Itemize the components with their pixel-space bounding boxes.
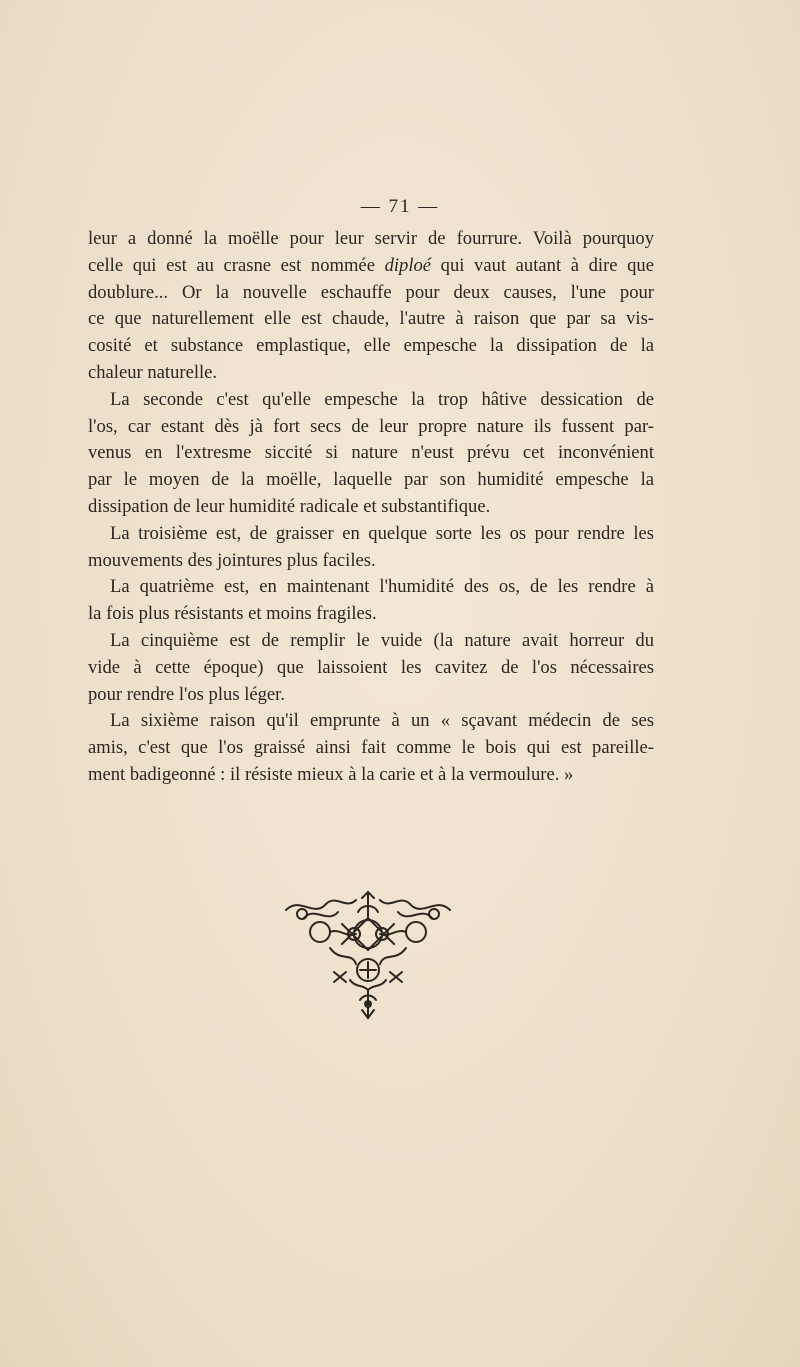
paragraph-4: [88, 574, 654, 628]
text-line: amis, c'est que l'os graissé ainsi fait comme le bois qui est pareille-: [88, 737, 654, 759]
text-line: La troisième est, de graisser en quelque sorte les os pour rendre les: [110, 522, 654, 544]
paragraph-1: [88, 226, 654, 387]
text-line: par le moyen de la moëlle, laquelle par son humidité empesche la: [88, 469, 654, 491]
text-line: pour rendre l'os plus léger.: [88, 683, 285, 705]
text-line: chaleur naturelle.: [88, 361, 218, 383]
paragraph-6: [88, 708, 654, 788]
paragraph-5: [88, 628, 654, 708]
text-line: venus en l'extresme siccité si nature n'eust prévu cet inconvénient: [88, 442, 654, 464]
text-line: la fois plus résistants et moins fragiles.: [88, 603, 377, 625]
italic-term: diploé: [384, 254, 432, 276]
text-line: celle qui est au crasne est nommée diploé qui vaut autant à dire que: [88, 254, 654, 276]
text-line: La quatrième est, en maintenant l'humidité des os, de les rendre à: [110, 576, 654, 598]
text-line: leur a donné la moëlle pour leur servir de fourrure. Voilà pourquoy: [88, 228, 654, 249]
text-line: La sixième raison qu'il emprunte à un « sçavant médecin de ses: [110, 710, 654, 732]
text-line: vide à cette époque) que laissoient les cavitez de l'os nécessaires: [88, 656, 654, 678]
paragraph-3: [88, 521, 654, 575]
body-text: [88, 226, 654, 789]
text-line: cosité et substance emplastique, elle empesche la dissipation de la: [88, 335, 654, 357]
text-line: dissipation de leur humidité radicale et substantifique.: [88, 495, 491, 517]
page-number: — 71 —: [360, 196, 440, 217]
text-line: La seconde c'est qu'elle empesche la trop hâtive dessication de: [110, 388, 654, 410]
text-line: doublure... Or la nouvelle eschauffe pour deux causes, l'une pour: [88, 281, 654, 303]
text-line: ment badigeonné : il résiste mieux à la carie et à la vermoulure. »: [88, 763, 574, 785]
text-line: La cinquième est de remplir le vuide (la nature avait horreur du: [110, 629, 654, 651]
text-line: mouvements des jointures plus faciles.: [88, 549, 376, 571]
text-line: l'os, car estant dès jà fort secs de leur propre nature ils fussent par-: [88, 415, 654, 437]
fleuron-ornament: [280, 888, 456, 1028]
text-line: ce que naturellement elle est chaude, l'autre à raison que par sa vis-: [88, 308, 654, 330]
paragraph-2: [88, 387, 654, 521]
text-line-with-italic: [88, 253, 654, 280]
